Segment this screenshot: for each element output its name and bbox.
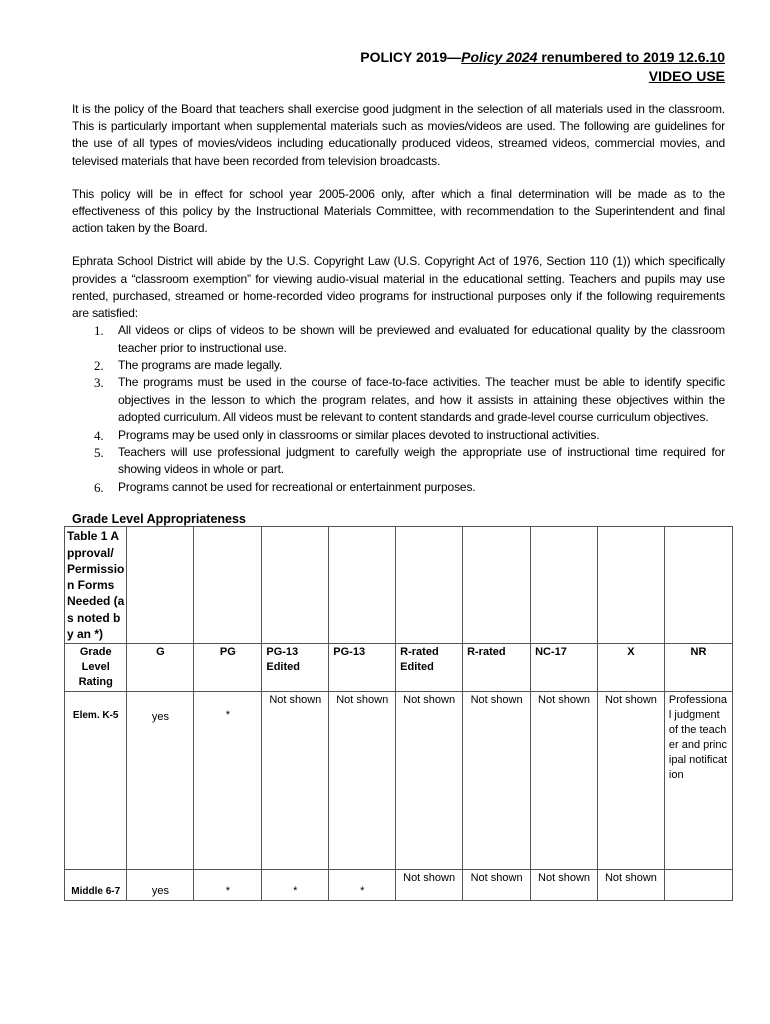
table-cell: Not shown bbox=[396, 870, 463, 901]
list-number: 1. bbox=[94, 323, 104, 339]
list-number: 4. bbox=[94, 427, 104, 443]
table-row bbox=[65, 692, 733, 870]
table-cell: Not shown bbox=[598, 692, 665, 870]
list-item bbox=[72, 374, 725, 426]
table-cell: Not shown bbox=[598, 870, 665, 901]
table-cell: Not shown bbox=[262, 692, 329, 870]
list-text: The programs are made legally. bbox=[118, 358, 283, 373]
table-cell bbox=[664, 870, 732, 901]
table-cell: Not shown bbox=[463, 692, 531, 870]
table-cell bbox=[194, 527, 262, 644]
list-item bbox=[72, 357, 725, 374]
policy-renumber: renumbered to 2019 12.6.10 bbox=[537, 49, 725, 65]
grade-cell: Middle 6-7 bbox=[65, 870, 127, 901]
header-pg13: PG-13 bbox=[329, 644, 396, 692]
table-cell: Not shown bbox=[396, 692, 463, 870]
table-caption-row bbox=[65, 527, 733, 644]
list-item bbox=[72, 444, 725, 479]
table-cell: yes bbox=[127, 692, 194, 870]
requirements-list bbox=[72, 322, 725, 496]
list-text: Programs cannot be used for recreational or entertainment purposes. bbox=[118, 479, 476, 494]
header-nr: NR bbox=[664, 644, 732, 692]
paragraph-copyright: Ephrata School District will abide by the U.S. Copyright Law (U.S. Copyright Act of 1976, Section 110 (1)) which specifically provides a “classroom exemption” for viewing audio-visual material in the educational setting. Teachers and pupils may use rented, purchased, streamed or home-recorded video programs for instructional purposes only if the following requirements are satisfied: bbox=[72, 254, 725, 321]
list-item bbox=[72, 322, 725, 357]
list-number: 6. bbox=[94, 479, 104, 495]
paragraph-purpose: It is the policy of the Board that teachers shall exercise good judgment in the selection of all materials used in the classroom. This is particularly important when supplemental materials such as movies/videos are used. The following are guidelines for the use of all types of movies/videos including educationally produced videos, streamed videos, commercial movies, and televised materials that have been recorded from television broadcasts. bbox=[72, 102, 725, 168]
list-text: All videos or clips of videos to be shown will be previewed and evaluated for educational quality by the classroom teacher prior to instructional use. bbox=[118, 323, 725, 355]
table-cell bbox=[531, 527, 598, 644]
table-cell: * bbox=[194, 870, 262, 901]
policy-header bbox=[72, 48, 725, 86]
policy-title: VIDEO USE bbox=[648, 68, 725, 84]
header-x: X bbox=[598, 644, 665, 692]
list-number: 5. bbox=[94, 445, 104, 461]
rating-table bbox=[64, 526, 733, 901]
header-r: R-rated bbox=[463, 644, 531, 692]
table-header-row bbox=[65, 644, 733, 692]
table-cell: * bbox=[194, 692, 262, 870]
table-cell: Not shown bbox=[531, 692, 598, 870]
table-cell bbox=[463, 527, 531, 644]
table-cell bbox=[127, 527, 194, 644]
list-text: Teachers will use professional judgment to carefully weigh the appropriate use of instructional time required for showing videos in whole or part. bbox=[118, 445, 725, 477]
policy-ref: Policy 2024 bbox=[461, 49, 538, 65]
header-grade-level: Grade Level Rating bbox=[65, 644, 127, 692]
paragraph-effective: This policy will be in effect for school year 2005-2006 only, after which a final determination will be made as to the effectiveness of this policy by the Instructional Materials Committee, with recommendation to the Superintendent and final action taken by the Board. bbox=[72, 186, 725, 236]
section-title: Grade Level Appropriateness bbox=[72, 512, 246, 527]
header-g: G bbox=[127, 644, 194, 692]
header-nc17: NC-17 bbox=[531, 644, 598, 692]
list-item bbox=[72, 479, 725, 496]
table-row bbox=[65, 870, 733, 901]
table-cell bbox=[396, 527, 463, 644]
table-caption: Table 1 Approval/ Permission Forms Needed (as noted by an *) bbox=[65, 527, 127, 644]
policy-page bbox=[67, 48, 727, 901]
table-cell: Not shown bbox=[531, 870, 598, 901]
header-pg13-edited: PG-13 Edited bbox=[262, 644, 329, 692]
table-cell: Not shown bbox=[329, 692, 396, 870]
table-cell: yes bbox=[127, 870, 194, 901]
table-cell bbox=[664, 527, 732, 644]
header-r-edited: R-rated Edited bbox=[396, 644, 463, 692]
list-text: The programs must be used in the course of face-to-face activities. The teacher must be able to identify specific objectives in the lesson to which the program relates, and how it assists in attaining these objectives within the adopted curriculum. All videos must be relevant to content standards and grade-level course curriculum objectives. bbox=[118, 375, 725, 425]
header-pg: PG bbox=[194, 644, 262, 692]
policy-prefix: POLICY 2019— bbox=[360, 49, 462, 65]
table-cell: * bbox=[262, 870, 329, 901]
table-cell bbox=[329, 527, 396, 644]
policy-number-line bbox=[72, 48, 725, 67]
list-number: 2. bbox=[94, 358, 104, 374]
list-item bbox=[72, 427, 725, 444]
table-cell: Not shown bbox=[463, 870, 531, 901]
table-cell: * bbox=[329, 870, 396, 901]
list-number: 3. bbox=[94, 375, 104, 391]
table-cell bbox=[262, 527, 329, 644]
nr-note-cell: Professional judgment of the teacher and principal notification bbox=[664, 692, 732, 870]
grade-cell: Elem. K-5 bbox=[65, 692, 127, 870]
table-cell bbox=[598, 527, 665, 644]
list-text: Programs may be used only in classrooms or similar places devoted to instructional activities. bbox=[118, 427, 600, 442]
